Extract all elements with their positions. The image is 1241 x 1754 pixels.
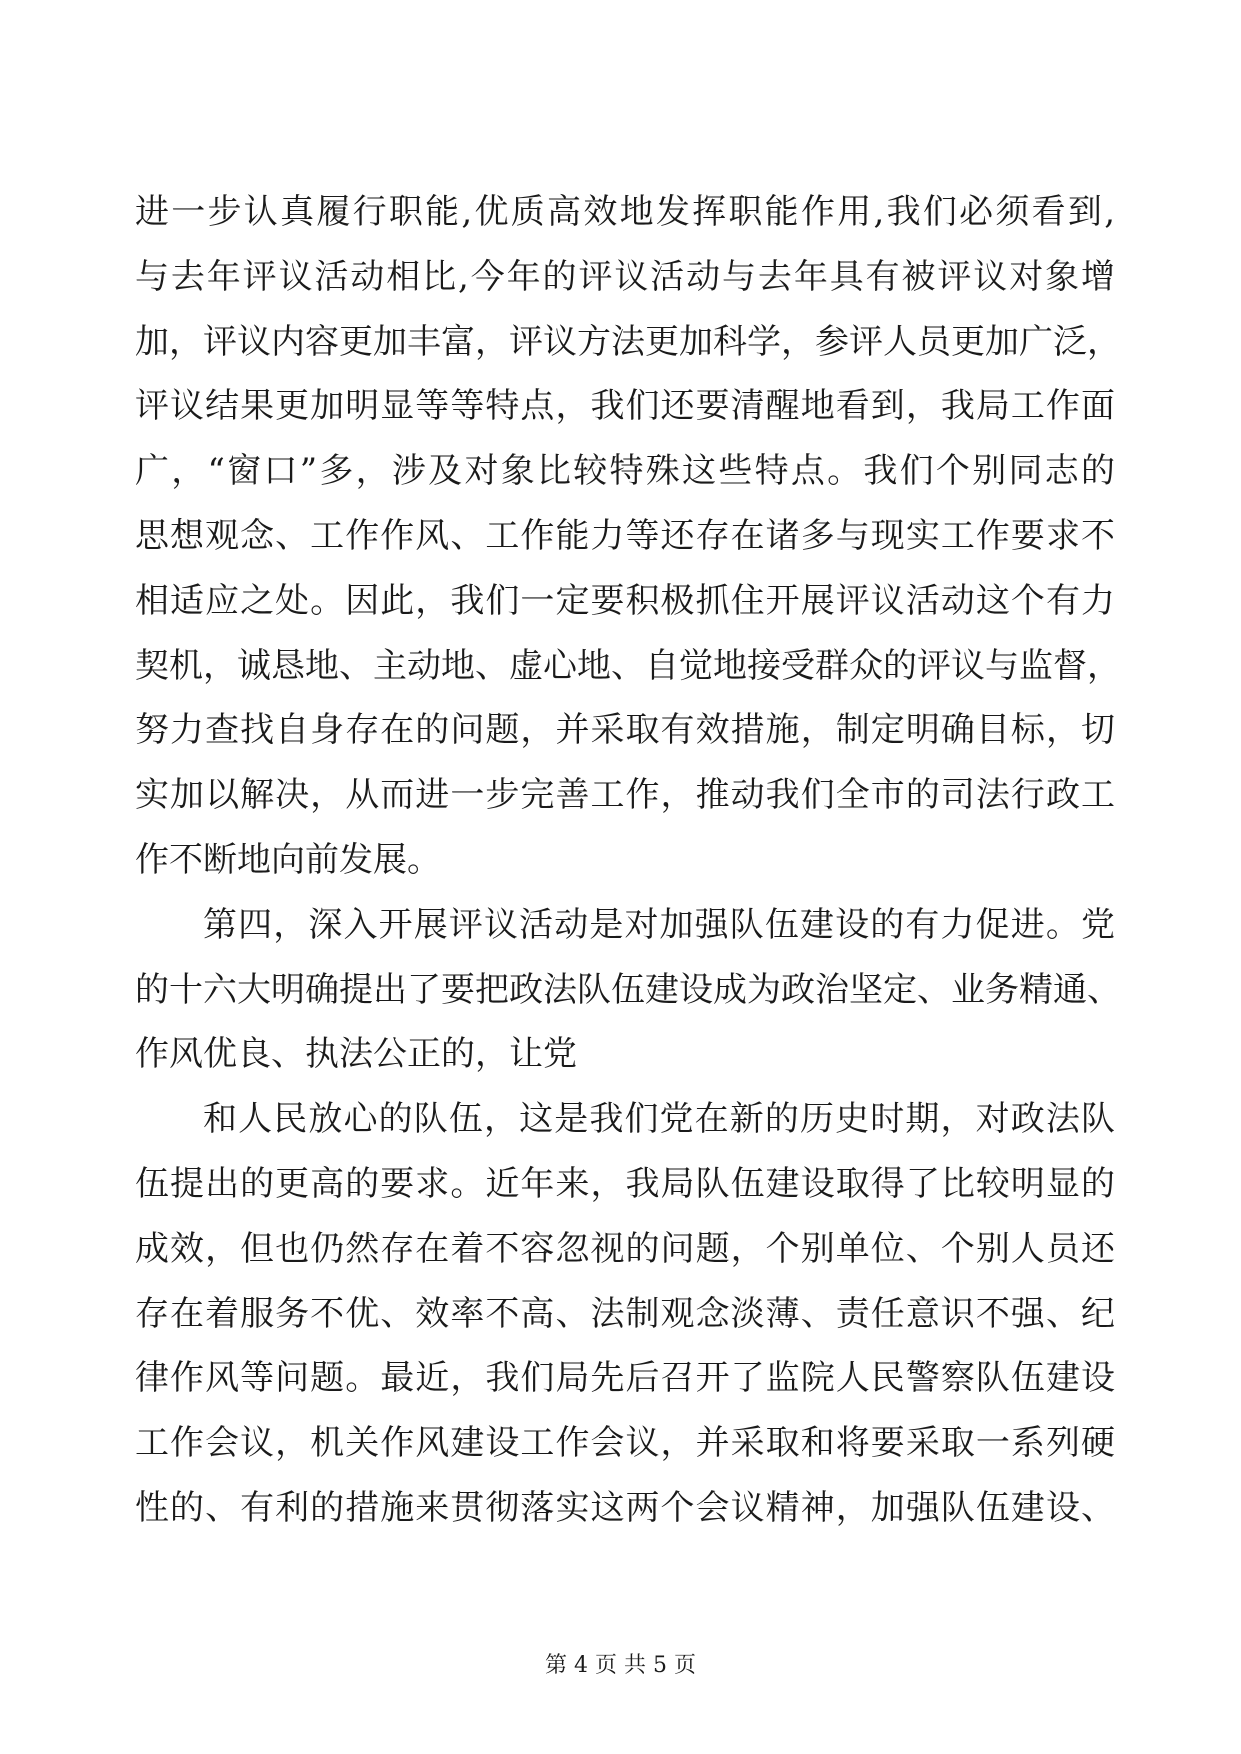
text-line: 加，评议内容更加丰富，评议方法更加科学，参评人员更加广泛， <box>135 321 1121 362</box>
text-line: 律作风等问题。最近，我们局先后召开了监院人民警察队伍建设 <box>135 1358 1115 1399</box>
text-line: 努力查找自身存在的问题，并采取有效措施，制定明确目标，切 <box>135 710 1115 751</box>
text-line: 思想观念、工作作风、工作能力等还存在诸多与现实工作要求不 <box>135 515 1115 556</box>
text-line: 评议结果更加明显等等特点，我们还要清醒地看到，我局工作面 <box>135 386 1115 427</box>
page-number-footer: 第 4 页 共 5 页 <box>545 1653 696 1678</box>
text-line: 的十六大明确提出了要把政法队伍建设成为政治坚定、业务精通、 <box>135 969 1121 1010</box>
text-line: 实加以解决，从而进一步完善工作，推动我们全市的司法行政工 <box>135 775 1115 816</box>
text-line: 伍提出的更高的要求。近年来，我局队伍建设取得了比较明显的 <box>135 1163 1115 1204</box>
text-line: 存在着服务不优、效率不高、法制观念淡薄、责任意识不强、纪 <box>135 1293 1115 1334</box>
text-line: 工作会议，机关作风建设工作会议，并采取和将要采取一系列硬 <box>135 1423 1115 1464</box>
text-line: 作风优良、执法公正的，让党 <box>135 1034 577 1075</box>
text-line: 作不断地向前发展。 <box>135 839 441 880</box>
text-line: 与去年评议活动相比,今年的评议活动与去年具有被评议对象增 <box>135 256 1115 297</box>
text-line: 进一步认真履行职能,优质高效地发挥职能作用,我们必须看到, <box>135 192 1115 232</box>
text-line: 相适应之处。因此，我们一定要积极抓住开展评议活动这个有力 <box>135 580 1115 621</box>
text-line: 广，“窗口”多，涉及对象比较特殊这些特点。我们个别同志的 <box>135 451 1115 492</box>
text-line: 成效，但也仍然存在着不容忽视的问题，个别单位、个别人员还 <box>135 1228 1115 1269</box>
text-line: 契机，诚恳地、主动地、虚心地、自觉地接受群众的评议与监督， <box>135 645 1121 686</box>
text-line: 和人民放心的队伍，这是我们党在新的历史时期，对政法队 <box>203 1099 1115 1140</box>
text-line: 第四，深入开展评议活动是对加强队伍建设的有力促进。党 <box>203 904 1115 945</box>
text-line: 性的、有利的措施来贯彻落实这两个会议精神，加强队伍建设、 <box>135 1487 1115 1528</box>
document-body <box>135 180 1121 1541</box>
